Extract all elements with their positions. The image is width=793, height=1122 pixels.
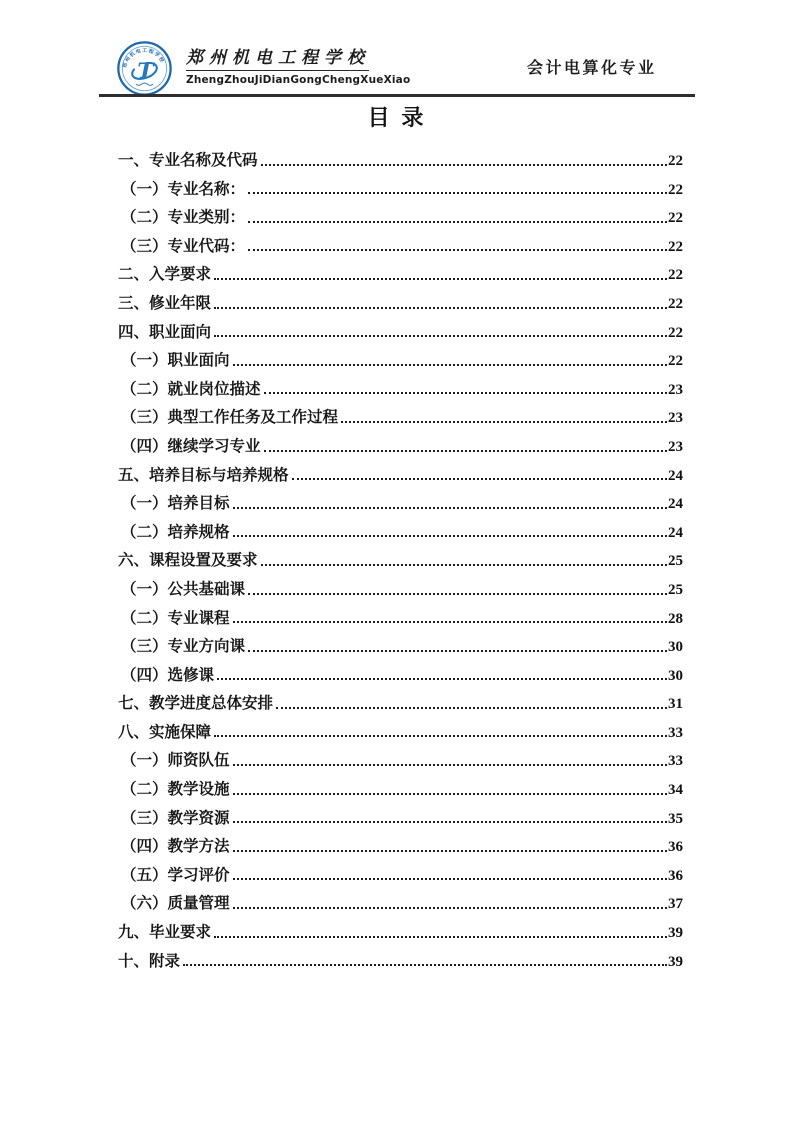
toc-entry-label: 十、附录 [118,951,181,970]
toc-entry-label: （四）继续学习专业 [121,436,261,455]
toc-entry-label: 八、实施保障 [118,722,212,741]
school-pinyin: ZhengZhouJiDianGongChengXueXiao [186,74,411,86]
toc-entry-label: 二、入学要求 [118,265,212,284]
toc-entry-label: （三）专业代码： [121,236,246,255]
toc-entry[interactable] [118,632,683,661]
toc-list [118,146,683,975]
toc-entry[interactable] [118,746,683,775]
toc-entry-page: 25 [668,553,683,570]
toc-entry[interactable] [118,689,683,718]
toc-entry-page: 23 [668,410,683,427]
toc-leader-dots [341,421,667,423]
toc-entry[interactable] [118,604,683,633]
toc-entry-page: 22 [668,153,683,169]
toc-leader-dots [233,878,667,880]
toc-leader-dots [264,392,667,394]
toc-entry-page: 22 [668,210,683,227]
toc-entry[interactable] [118,775,683,804]
toc-entry-label: （六）质量管理 [121,894,230,913]
toc-leader-dots [214,735,667,737]
toc-entry[interactable] [118,889,683,918]
toc-entry-label: （二）就业岗位描述 [121,379,261,398]
toc-entry[interactable] [118,489,683,518]
toc-entry-label: 一、专业名称及代码 [118,151,258,169]
toc-entry[interactable] [118,918,683,947]
toc-leader-dots [214,278,667,280]
toc-entry-page: 36 [668,839,683,856]
toc-leader-dots [214,335,667,337]
toc-entry-label: （四）选修课 [121,665,215,684]
toc-entry-page: 35 [668,810,683,827]
toc-entry-page: 22 [668,238,683,255]
toc-entry-page: 22 [668,267,683,284]
toc-leader-dots [261,164,667,166]
toc-entry[interactable] [118,403,683,432]
toc-entry-label: 七、教学进度总体安排 [118,694,274,713]
toc-entry-label: （二）教学设施 [121,780,230,799]
toc-leader-dots [214,307,667,309]
toc-entry[interactable] [118,375,683,404]
school-name: 郑州机电工程学校 [186,48,370,68]
toc-entry-page: 36 [668,867,683,884]
toc-entry-page: 33 [668,724,683,741]
toc-entry-page: 24 [668,496,683,513]
toc-entry[interactable] [118,432,683,461]
school-name-underline [186,70,369,71]
toc-entry-label: （一）公共基础课 [121,579,246,598]
toc-entry[interactable] [118,661,683,690]
toc-entry[interactable] [118,861,683,890]
toc-entry[interactable] [118,718,683,747]
toc-leader-dots [233,764,667,766]
header-rule [99,94,695,97]
school-logo-icon [116,40,173,97]
toc-leader-dots [248,249,667,251]
toc-leader-dots [248,221,667,223]
toc-entry-label: （三）专业方向课 [121,637,246,656]
toc-leader-dots [276,707,667,709]
toc-entry-label: 六、课程设置及要求 [118,551,258,570]
toc-leader-dots [264,450,667,452]
toc-entry-page: 30 [668,667,683,684]
toc-entry-page: 23 [668,438,683,455]
toc-entry-page: 37 [668,896,683,913]
logo-ring-text: 郑州机电工程学校 [122,47,166,69]
toc-entry-label: （一）培养目标 [121,494,230,513]
toc-entry-label: 四、职业面向 [118,322,212,341]
toc-entry-page: 34 [668,782,683,799]
toc-entry-page: 22 [668,324,683,341]
toc-entry-page: 23 [668,381,683,398]
toc-entry-page: 22 [668,181,683,198]
toc-leader-dots [233,507,667,509]
toc-entry-page: 30 [668,639,683,656]
toc-leader-dots [217,678,667,680]
toc-leader-dots [183,964,667,966]
toc-entry[interactable] [118,260,683,289]
toc-entry-label: 五、培养目标与培养规格 [118,465,289,484]
toc-entry-page: 22 [668,353,683,370]
toc-leader-dots [292,478,667,480]
toc-entry-page: 24 [668,467,683,484]
toc-entry-label: 三、修业年限 [118,293,212,312]
toc-entry[interactable] [118,575,683,604]
toc-entry-label: （二）培养规格 [121,522,230,541]
toc-entry[interactable] [118,232,683,261]
toc-entry[interactable] [118,289,683,318]
toc-leader-dots [233,850,667,852]
toc-entry[interactable] [118,804,683,833]
toc-leader-dots [214,936,667,938]
toc-entry-label: （三）教学资源 [121,808,230,827]
toc-leader-dots [248,593,667,595]
toc-entry-label: 九、毕业要求 [118,923,212,942]
school-identity [186,43,410,86]
toc-entry-label: （一）专业名称： [121,179,246,198]
toc-entry-label: （五）学习评价 [121,865,230,884]
logo-letter: T [137,58,154,84]
major-title: 会计电算化专业 [527,58,657,77]
toc-entry-page: 39 [668,953,683,970]
toc-entry[interactable] [118,175,683,204]
toc-entry[interactable] [118,203,683,232]
toc-leader-dots [233,907,667,909]
toc-leader-dots [248,650,667,652]
toc-entry[interactable] [118,947,683,976]
toc-entry-page: 25 [668,581,683,598]
toc-entry-page: 33 [668,753,683,770]
toc-entry-label: （二）专业课程 [121,608,230,627]
toc-leader-dots [233,621,667,623]
toc-entry[interactable] [118,461,683,490]
toc-entry-label: （三）典型工作任务及工作过程 [121,408,339,427]
toc-leader-dots [248,192,667,194]
toc-leader-dots [233,364,667,366]
toc-leader-dots [261,564,667,566]
toc-entry[interactable] [118,346,683,375]
toc-entry-page: 22 [668,295,683,312]
toc-entry-page: 28 [668,610,683,627]
toc-entry[interactable] [118,832,683,861]
toc-leader-dots [233,793,667,795]
toc-entry-page: 31 [668,696,683,713]
toc-entry-label: （二）专业类别： [121,208,246,227]
toc-entry[interactable] [118,518,683,547]
toc-leader-dots [233,821,667,823]
toc-entry-label: （一）师资队伍 [121,751,230,770]
toc-entry-page: 24 [668,524,683,541]
toc-leader-dots [233,535,667,537]
toc-entry[interactable] [118,146,683,175]
toc-title: 目 录 [367,106,426,131]
toc-entry-label: （四）教学方法 [121,837,230,856]
toc-entry-label: （一）职业面向 [121,351,230,370]
toc-entry[interactable] [118,546,683,575]
toc-entry-page: 39 [668,925,683,942]
toc-entry[interactable] [118,318,683,347]
